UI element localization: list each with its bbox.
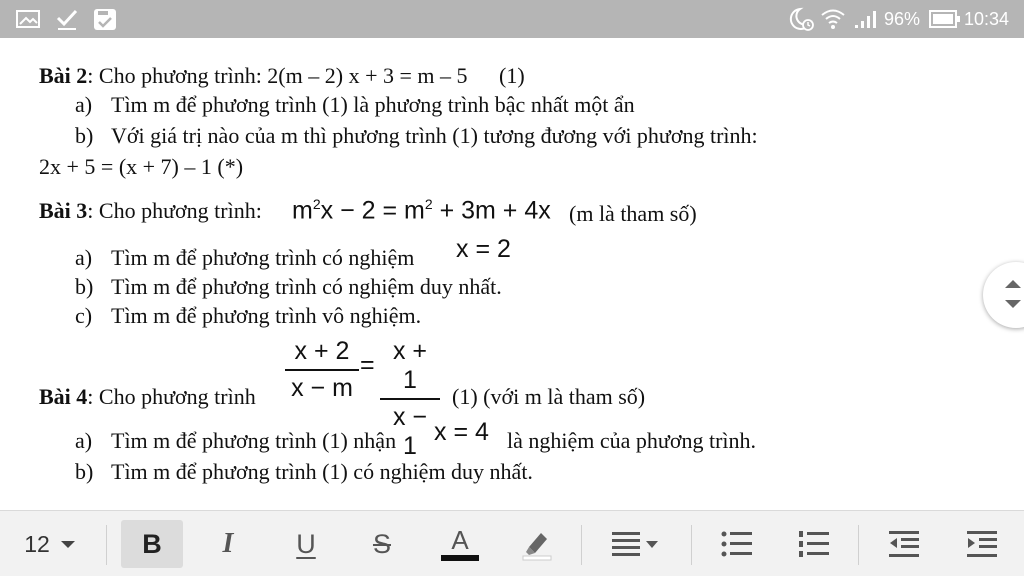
font-size-value: 12 — [24, 530, 50, 557]
bai4-note: (1) (với m là tham số) — [452, 384, 646, 409]
bai2-title: Bài 2 — [39, 63, 88, 88]
battery-percent: 96% — [884, 9, 921, 29]
underline-icon: U — [296, 528, 316, 559]
bai3-item-b: b) Tìm m để phương trình có nghiệm duy nhất. — [75, 274, 502, 299]
up-down-arrows-icon — [983, 262, 1024, 328]
bai4-item-a: a) Tìm m để phương trình (1) nhận — [75, 428, 397, 453]
chevron-down-icon — [60, 539, 76, 549]
bai4-item-a-end: là nghiệm của phương trình. — [507, 428, 757, 453]
align-justify-icon — [610, 529, 662, 559]
bai2-item-a: a) Tìm m để phương trình (1) là phương trình bậc nhất một ẩn — [75, 92, 635, 117]
signal-icon — [854, 0, 880, 38]
do-not-disturb-icon — [788, 0, 816, 38]
bai3-item-a-equation: x = 2 — [456, 235, 511, 263]
bai4-equals: = — [360, 351, 375, 379]
highlight-button[interactable] — [508, 511, 564, 576]
bai4-heading — [39, 384, 256, 410]
bai3-intro: : Cho phương trình: — [87, 198, 262, 223]
align-dropdown[interactable] — [605, 511, 667, 576]
bold-icon: B — [142, 528, 162, 559]
numbered-list-icon — [797, 529, 831, 559]
bai3-item-a: a) Tìm m để phương trình có nghiệm — [75, 245, 415, 270]
bold-button[interactable] — [121, 511, 183, 576]
increase-indent-icon — [965, 529, 999, 559]
decrease-indent-button[interactable] — [876, 511, 932, 576]
document-body[interactable] — [0, 38, 1024, 510]
battery-icon — [929, 0, 961, 38]
decrease-indent-icon — [887, 529, 921, 559]
bai2-item-b: b) Với giá trị nào của m thì phương trình (1) tương đương với phương trình: — [75, 123, 758, 148]
status-bar — [0, 0, 1024, 38]
bulleted-list-icon — [720, 529, 754, 559]
strikethrough-icon: S — [372, 528, 391, 559]
text-color-swatch — [441, 555, 479, 561]
bai2-intro: : Cho phương trình: 2(m – 2) x + 3 = m – 5 — [87, 63, 468, 88]
bai4-item-b: b) Tìm m để phương trình (1) có nghiệm duy nhất. — [75, 459, 533, 484]
wifi-icon — [820, 0, 846, 38]
image-icon — [16, 0, 40, 38]
bai3-item-c: c) Tìm m để phương trình vô nghiệm. — [75, 303, 422, 328]
font-size-dropdown[interactable] — [10, 511, 90, 576]
bai3-equation: $m^2x - 2 = m^2 + 3m + 4x$ — [292, 196, 551, 225]
formatting-toolbar — [0, 510, 1024, 576]
bai3-heading — [39, 198, 262, 224]
clipboard-check-icon — [93, 0, 117, 38]
bai2-equation: 2x + 5 = (x + 7) – 1 (*) — [39, 154, 244, 179]
bai4-intro: : Cho phương trình — [87, 384, 256, 409]
bai3-note: (m là tham số) — [569, 201, 697, 226]
checkmark-icon — [55, 0, 79, 38]
bai4-item-a-equation: x = 4 — [434, 418, 489, 446]
scroll-handle-button[interactable] — [983, 262, 1024, 328]
increase-indent-button[interactable] — [954, 511, 1010, 576]
strikethrough-button[interactable] — [354, 511, 410, 576]
bai2-tag: (1) — [499, 63, 525, 88]
italic-icon: I — [222, 528, 234, 559]
bulleted-list-button[interactable] — [709, 511, 765, 576]
text-color-icon: A — [451, 525, 469, 555]
italic-button[interactable] — [200, 511, 256, 576]
bai3-title: Bài 3 — [39, 198, 88, 223]
bai4-title: Bài 4 — [39, 384, 88, 409]
numbered-list-button[interactable] — [786, 511, 842, 576]
highlighter-icon — [519, 527, 553, 561]
underline-button[interactable] — [278, 511, 334, 576]
bai4-fraction-right: $\frac{x + 1}{x - 1}$ — [380, 337, 440, 461]
bai4-fraction-left: $\frac{x + 2}{x - m}$ — [285, 337, 359, 403]
text-color-button[interactable] — [432, 511, 488, 576]
bai2-heading — [39, 63, 525, 89]
clock: 10:34 — [964, 9, 1010, 29]
